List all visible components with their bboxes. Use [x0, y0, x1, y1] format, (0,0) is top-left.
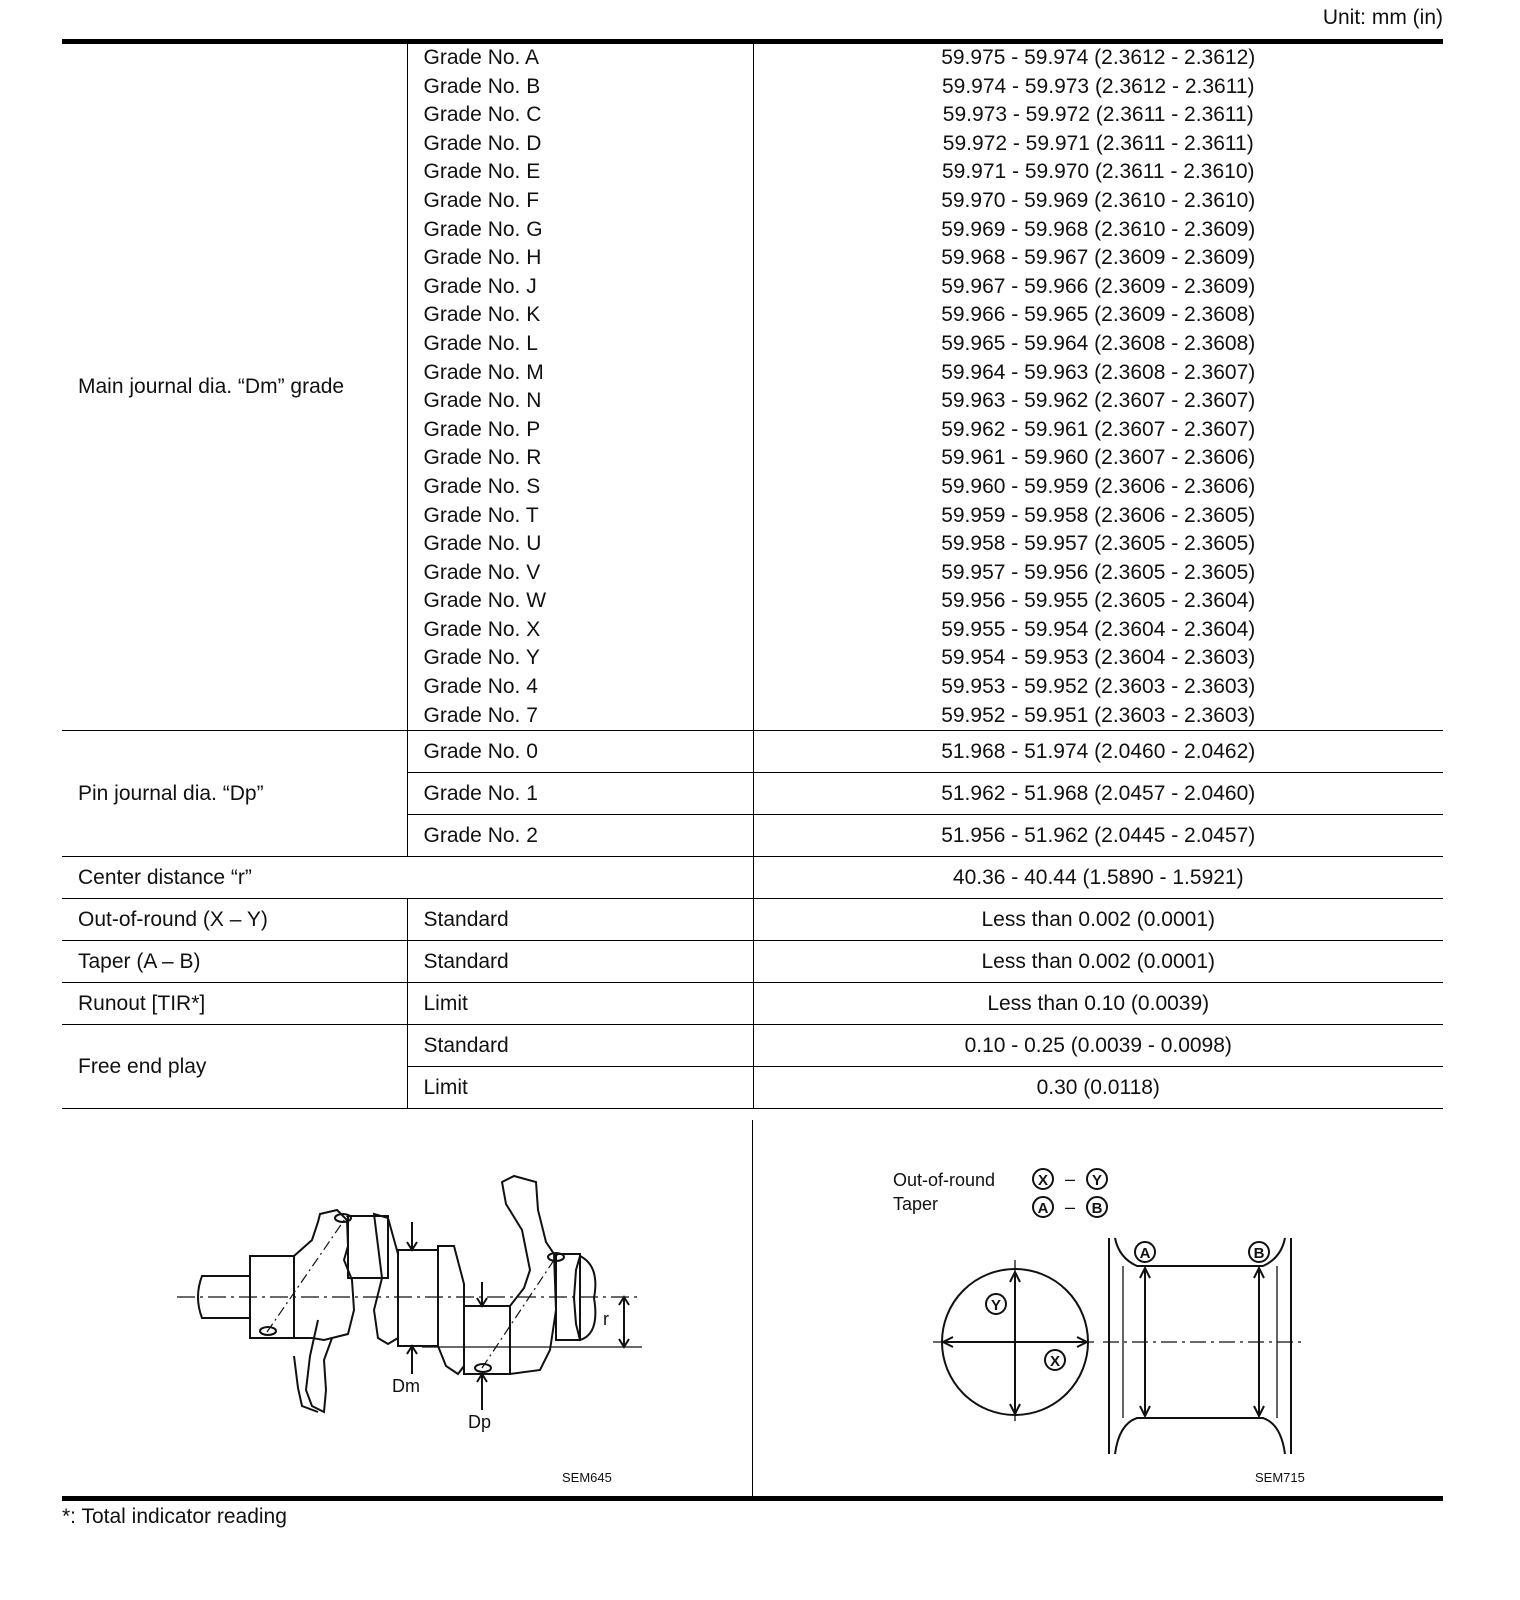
- pin-journal-row-0: [62, 731, 1443, 773]
- free-end-play-standard-row: [62, 1025, 1443, 1067]
- dm-label: Dm: [392, 1376, 420, 1396]
- main-value-item: 59.973 - 59.972 (2.3611 - 2.3611): [942, 103, 1254, 127]
- center-distance-value: 40.36 - 40.44 (1.5890 - 1.5921): [753, 857, 1443, 899]
- legend-b-letter: B: [1091, 1200, 1103, 1217]
- out-of-round-label: Out-of-round (X – Y): [62, 899, 407, 941]
- left-figure-code: SEM645: [562, 1470, 612, 1485]
- main-value-item: 59.974 - 59.973 (2.3612 - 2.3611): [941, 74, 1255, 98]
- circle-x-letter: X: [1049, 1353, 1061, 1370]
- center-distance-row: [62, 857, 1443, 899]
- runout-row: [62, 983, 1443, 1025]
- main-grade-item: Grade No. 4: [423, 675, 538, 699]
- legend-a-letter: A: [1037, 1200, 1049, 1217]
- main-grade-item: Grade No. V: [423, 560, 541, 584]
- main-value-item: 59.971 - 59.970 (2.3611 - 2.3610): [941, 160, 1255, 184]
- main-value-item: 59.967 - 59.966 (2.3609 - 2.3609): [941, 274, 1256, 298]
- main-value-item: 59.968 - 59.967 (2.3609 - 2.3609): [941, 246, 1256, 270]
- main-grade-item: Grade No. L: [423, 331, 538, 355]
- pin-grade-0: Grade No. 0: [407, 731, 753, 773]
- pin-value-0: 51.968 - 51.974 (2.0460 - 2.0462): [753, 731, 1443, 773]
- pin-grade-2: Grade No. 2: [407, 815, 753, 857]
- main-grade-item: Grade No. A: [423, 46, 540, 69]
- free-end-play-label: Free end play: [62, 1025, 407, 1109]
- main-value-item: 59.963 - 59.962 (2.3607 - 2.3607): [941, 389, 1256, 413]
- main-grade-item: Grade No. W: [423, 589, 547, 613]
- main-value-item: 59.955 - 59.954 (2.3604 - 2.3604): [941, 617, 1256, 641]
- main-journal-label: Main journal dia. “Dm” grade: [62, 42, 407, 731]
- main-value-item: 59.966 - 59.965 (2.3609 - 2.3608): [941, 303, 1256, 327]
- main-value-item: 59.959 - 59.958 (2.3606 - 2.3605): [941, 503, 1256, 527]
- main-value-item: 59.954 - 59.953 (2.3604 - 2.3603): [941, 646, 1256, 670]
- out-of-round-legend-label: Out-of-round: [893, 1170, 996, 1190]
- free-end-play-standard-value: 0.10 - 0.25 (0.0039 - 0.0098): [753, 1025, 1443, 1067]
- side-b-letter: B: [1253, 1245, 1265, 1262]
- legend-y-letter: Y: [1091, 1172, 1103, 1189]
- free-end-play-standard-label: Standard: [407, 1025, 753, 1067]
- main-value-item: 59.960 - 59.959 (2.3606 - 2.3606): [941, 474, 1256, 498]
- free-end-play-limit-value: 0.30 (0.0118): [753, 1067, 1443, 1109]
- main-grade-item: Grade No. F: [423, 188, 540, 212]
- figure-area: [62, 1120, 1443, 1501]
- taper-legend-label: Taper: [893, 1194, 939, 1214]
- pin-journal-label: Pin journal dia. “Dp”: [62, 731, 407, 857]
- main-value-item: 59.958 - 59.957 (2.3605 - 2.3605): [941, 532, 1256, 556]
- main-value-item: 59.952 - 59.951 (2.3603 - 2.3603): [941, 703, 1256, 727]
- out-of-round-row: [62, 899, 1443, 941]
- main-value-item: 59.965 - 59.964 (2.3608 - 2.3608): [941, 331, 1256, 355]
- out-of-round-value: Less than 0.002 (0.0001): [753, 899, 1443, 941]
- main-grade-item: Grade No. C: [423, 103, 542, 127]
- main-value-item: 59.970 - 59.969 (2.3610 - 2.3610): [941, 188, 1256, 212]
- right-figure-code: SEM715: [1255, 1470, 1305, 1485]
- crankshaft-diagram: [62, 1120, 752, 1496]
- main-grade-item: Grade No. R: [423, 446, 542, 470]
- main-grade-item: Grade No. U: [423, 532, 542, 556]
- side-a-letter: A: [1139, 1245, 1151, 1262]
- pin-value-2: 51.956 - 51.962 (2.0445 - 2.0457): [753, 815, 1443, 857]
- runout-value: Less than 0.10 (0.0039): [753, 983, 1443, 1025]
- circle-y-letter: Y: [990, 1297, 1002, 1314]
- pin-value-1: 51.962 - 51.968 (2.0457 - 2.0460): [753, 773, 1443, 815]
- main-value-item: 59.953 - 59.952 (2.3603 - 2.3603): [941, 675, 1256, 699]
- main-value-item: 59.969 - 59.968 (2.3610 - 2.3609): [941, 217, 1256, 241]
- main-grade-item: Grade No. E: [423, 160, 541, 184]
- main-journal-grade-list: [407, 42, 753, 731]
- taper-label: Taper (A – B): [62, 941, 407, 983]
- main-value-item: 59.962 - 59.961 (2.3607 - 2.3607): [941, 417, 1256, 441]
- out-of-round-type: Standard: [407, 899, 753, 941]
- r-label: r: [603, 1309, 609, 1329]
- legend-x-letter: X: [1037, 1172, 1049, 1189]
- footnote: *: Total indicator reading: [62, 1505, 287, 1528]
- main-grade-item: Grade No. G: [423, 217, 543, 241]
- unit-label: Unit: mm (in): [1322, 6, 1443, 29]
- main-value-item: 59.957 - 59.956 (2.3605 - 2.3605): [941, 560, 1256, 584]
- taper-value: Less than 0.002 (0.0001): [753, 941, 1443, 983]
- dp-label: Dp: [468, 1412, 492, 1432]
- crankshaft-spec-table: [62, 39, 1443, 1109]
- main-grade-item: Grade No. T: [423, 503, 539, 527]
- main-grade-item: Grade No. S: [423, 474, 541, 498]
- taper-row: [62, 941, 1443, 983]
- runout-label: Runout [TIR*]: [62, 983, 407, 1025]
- free-end-play-limit-label: Limit: [407, 1067, 753, 1109]
- runout-type: Limit: [407, 983, 753, 1025]
- taper-type: Standard: [407, 941, 753, 983]
- main-grade-item: Grade No. 7: [423, 703, 538, 727]
- main-value-item: 59.975 - 59.974 (2.3612 - 2.3612): [941, 46, 1256, 69]
- main-grade-item: Grade No. H: [423, 246, 542, 270]
- legend-dash-1: –: [1064, 1169, 1076, 1189]
- main-journal-row: [62, 42, 1443, 731]
- main-grade-item: Grade No. X: [423, 617, 541, 641]
- main-grade-item: Grade No. K: [423, 303, 541, 327]
- main-journal-value-list: [753, 42, 1443, 731]
- out-of-round-taper-diagram: [753, 1120, 1443, 1496]
- main-value-item: 59.972 - 59.971 (2.3611 - 2.3611): [942, 131, 1254, 155]
- pin-grade-1: Grade No. 1: [407, 773, 753, 815]
- main-grade-item: Grade No. D: [423, 131, 542, 155]
- center-distance-label: Center distance “r”: [62, 857, 753, 899]
- main-grade-item: Grade No. J: [423, 274, 537, 298]
- main-value-item: 59.956 - 59.955 (2.3605 - 2.3604): [941, 589, 1256, 613]
- main-grade-item: Grade No. M: [423, 360, 544, 384]
- main-grade-item: Grade No. P: [423, 417, 541, 441]
- main-grade-item: Grade No. Y: [423, 646, 540, 670]
- main-grade-item: Grade No. N: [423, 389, 542, 413]
- legend-dash-2: –: [1064, 1197, 1076, 1217]
- main-value-item: 59.964 - 59.963 (2.3608 - 2.3607): [941, 360, 1256, 384]
- main-grade-item: Grade No. B: [423, 74, 541, 98]
- main-value-item: 59.961 - 59.960 (2.3607 - 2.3606): [941, 446, 1256, 470]
